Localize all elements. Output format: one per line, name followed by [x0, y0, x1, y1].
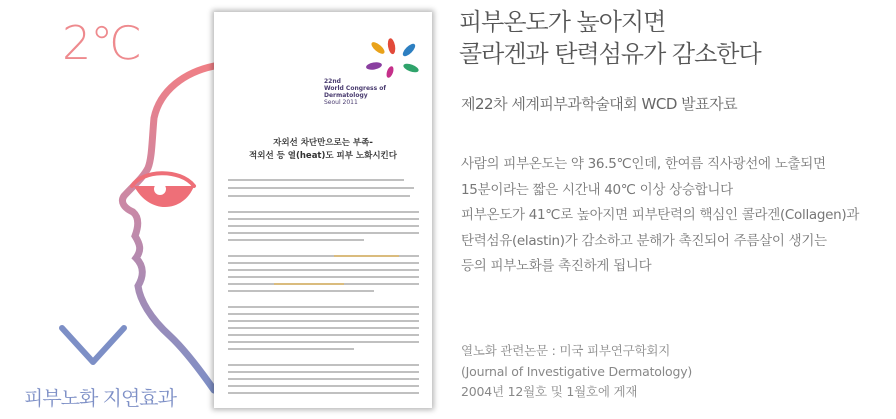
subtitle: 제22차 세계피부과학술대회 WCD 발표자료 [461, 95, 738, 113]
body-paragraph: 사람의 피부온도는 약 36.5℃인데, 한여름 직사광선에 노출되면 15분이라는 짧은 시간내 40℃ 이상 상승합니다 피부온도가 41℃로 높아지면 피부탄력의 핵심인 콜라겐(Collagen)과 탄력섬유(elastin)가 감소하고 분해가 촉진되어 주름살이 생기는 등의 피부노화를 촉진하게 됩니다 [461, 156, 860, 274]
document-title: 자외선 차단만으로는 부족- 적외선 등 열(heat)도 피부 노화시킨다 [249, 138, 397, 161]
reference-note: 열노화 관련논문 : 미국 피부연구학회지 (Journal of Investigative Dermatology) 2004년 12월호 및 1월호에 게재 [461, 343, 693, 399]
conference-name: 22nd World Congress of Dermatology Seoul 2011 [324, 78, 387, 106]
document-text-lines [214, 12, 432, 408]
eye-icon [132, 173, 194, 207]
aging-delay-label: 피부노화 지연효과 [24, 386, 176, 410]
face-profile-outline [122, 66, 214, 390]
temperature-label: 2℃ [62, 16, 141, 70]
headline: 피부온도가 높아지면 콜라겐과 탄력섬유가 감소한다 [459, 8, 761, 68]
paper-document-image [214, 12, 432, 408]
